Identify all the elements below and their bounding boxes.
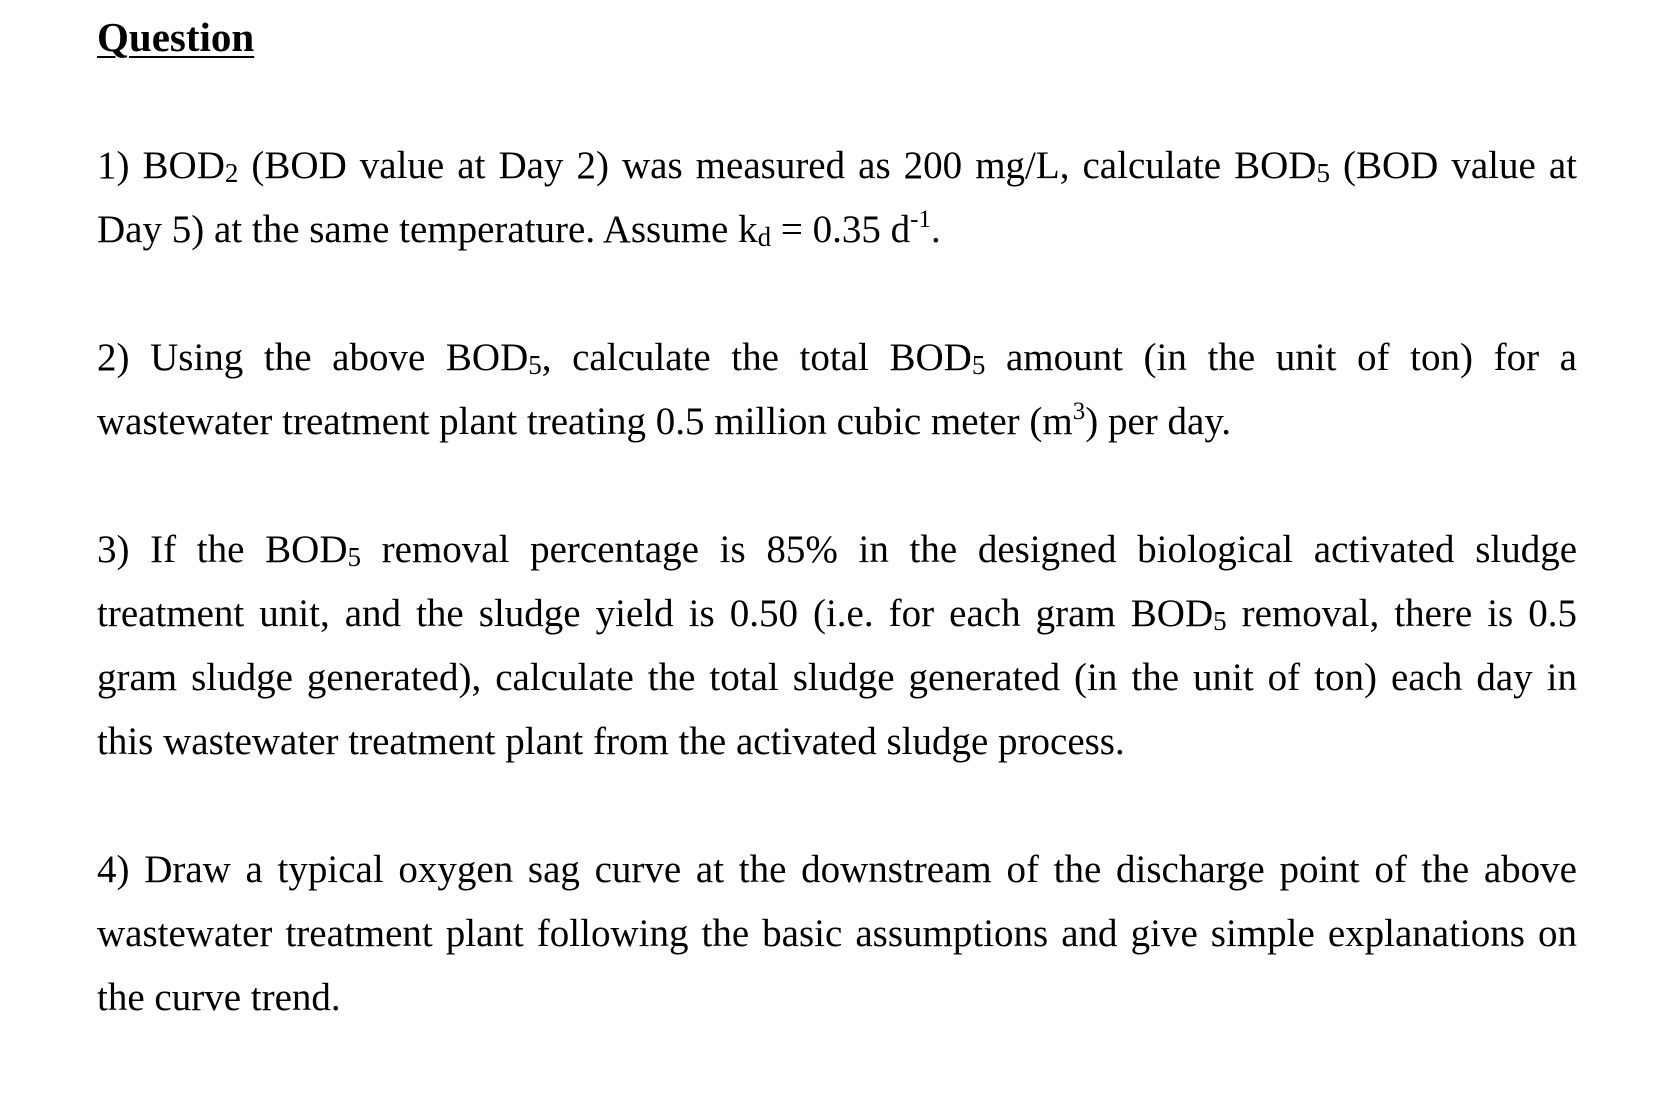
bod-term: BOD <box>889 336 972 379</box>
question-3-text: removal percentage is 85% in the designed biological activated sludge treatment unit, and the sludge yield is 0.50 (i.e. for each gram <box>97 528 1578 635</box>
bod-term: BOD <box>1234 144 1317 187</box>
question-3 <box>97 518 1577 774</box>
subscript: 5 <box>971 350 986 380</box>
question-3-text: removal, there is 0.5 gram sludge generated), calculate the total sludge generated (in the unit of ton) each day in this wastewater treatment plant from the activated sludge process. <box>97 592 1578 763</box>
question-2-text: ) per day. <box>1085 400 1232 443</box>
superscript: 3 <box>1072 398 1086 425</box>
question-1-text: . <box>930 208 941 251</box>
question-1-text: = 0.35 d <box>771 208 911 251</box>
question-2-text: amount (in the unit of ton) for a wastewater treatment plant treating 0.5 million cubic meter (m <box>97 336 1577 443</box>
page-title: Question <box>97 14 255 60</box>
bod-term: BOD <box>265 528 348 571</box>
question-1-text: 1) <box>97 144 143 187</box>
superscript: -1 <box>910 206 931 233</box>
question-1-text: (BOD value at Day 2) was measured as 200 mg/L, calculate <box>238 144 1235 187</box>
question-4-text: 4) Draw a typical oxygen sag curve at the downstream of the discharge point of the above wastewater treatment plant following the basic assumptions and give simple explanations on the curve trend. <box>97 848 1577 1019</box>
question-2-text: , calculate the total <box>541 336 890 379</box>
subscript: 2 <box>224 158 239 188</box>
bod-term: BOD <box>142 144 225 187</box>
subscript: 5 <box>1316 158 1330 188</box>
bod-term: BOD <box>445 336 529 379</box>
subscript: 5 <box>1213 606 1227 636</box>
question-3-text: 3) If the <box>97 528 266 571</box>
question-1 <box>97 134 1577 262</box>
bod-term: BOD <box>1130 592 1214 635</box>
subscript: 5 <box>347 542 361 572</box>
subscript: 5 <box>528 350 542 380</box>
question-2 <box>97 326 1577 454</box>
subscript: d <box>757 222 772 252</box>
question-4 <box>97 838 1577 1030</box>
question-1-text: (BOD value at Day 5) at the same temperature. Assume k <box>97 144 1577 251</box>
question-2-text: 2) Using the above <box>97 336 446 379</box>
